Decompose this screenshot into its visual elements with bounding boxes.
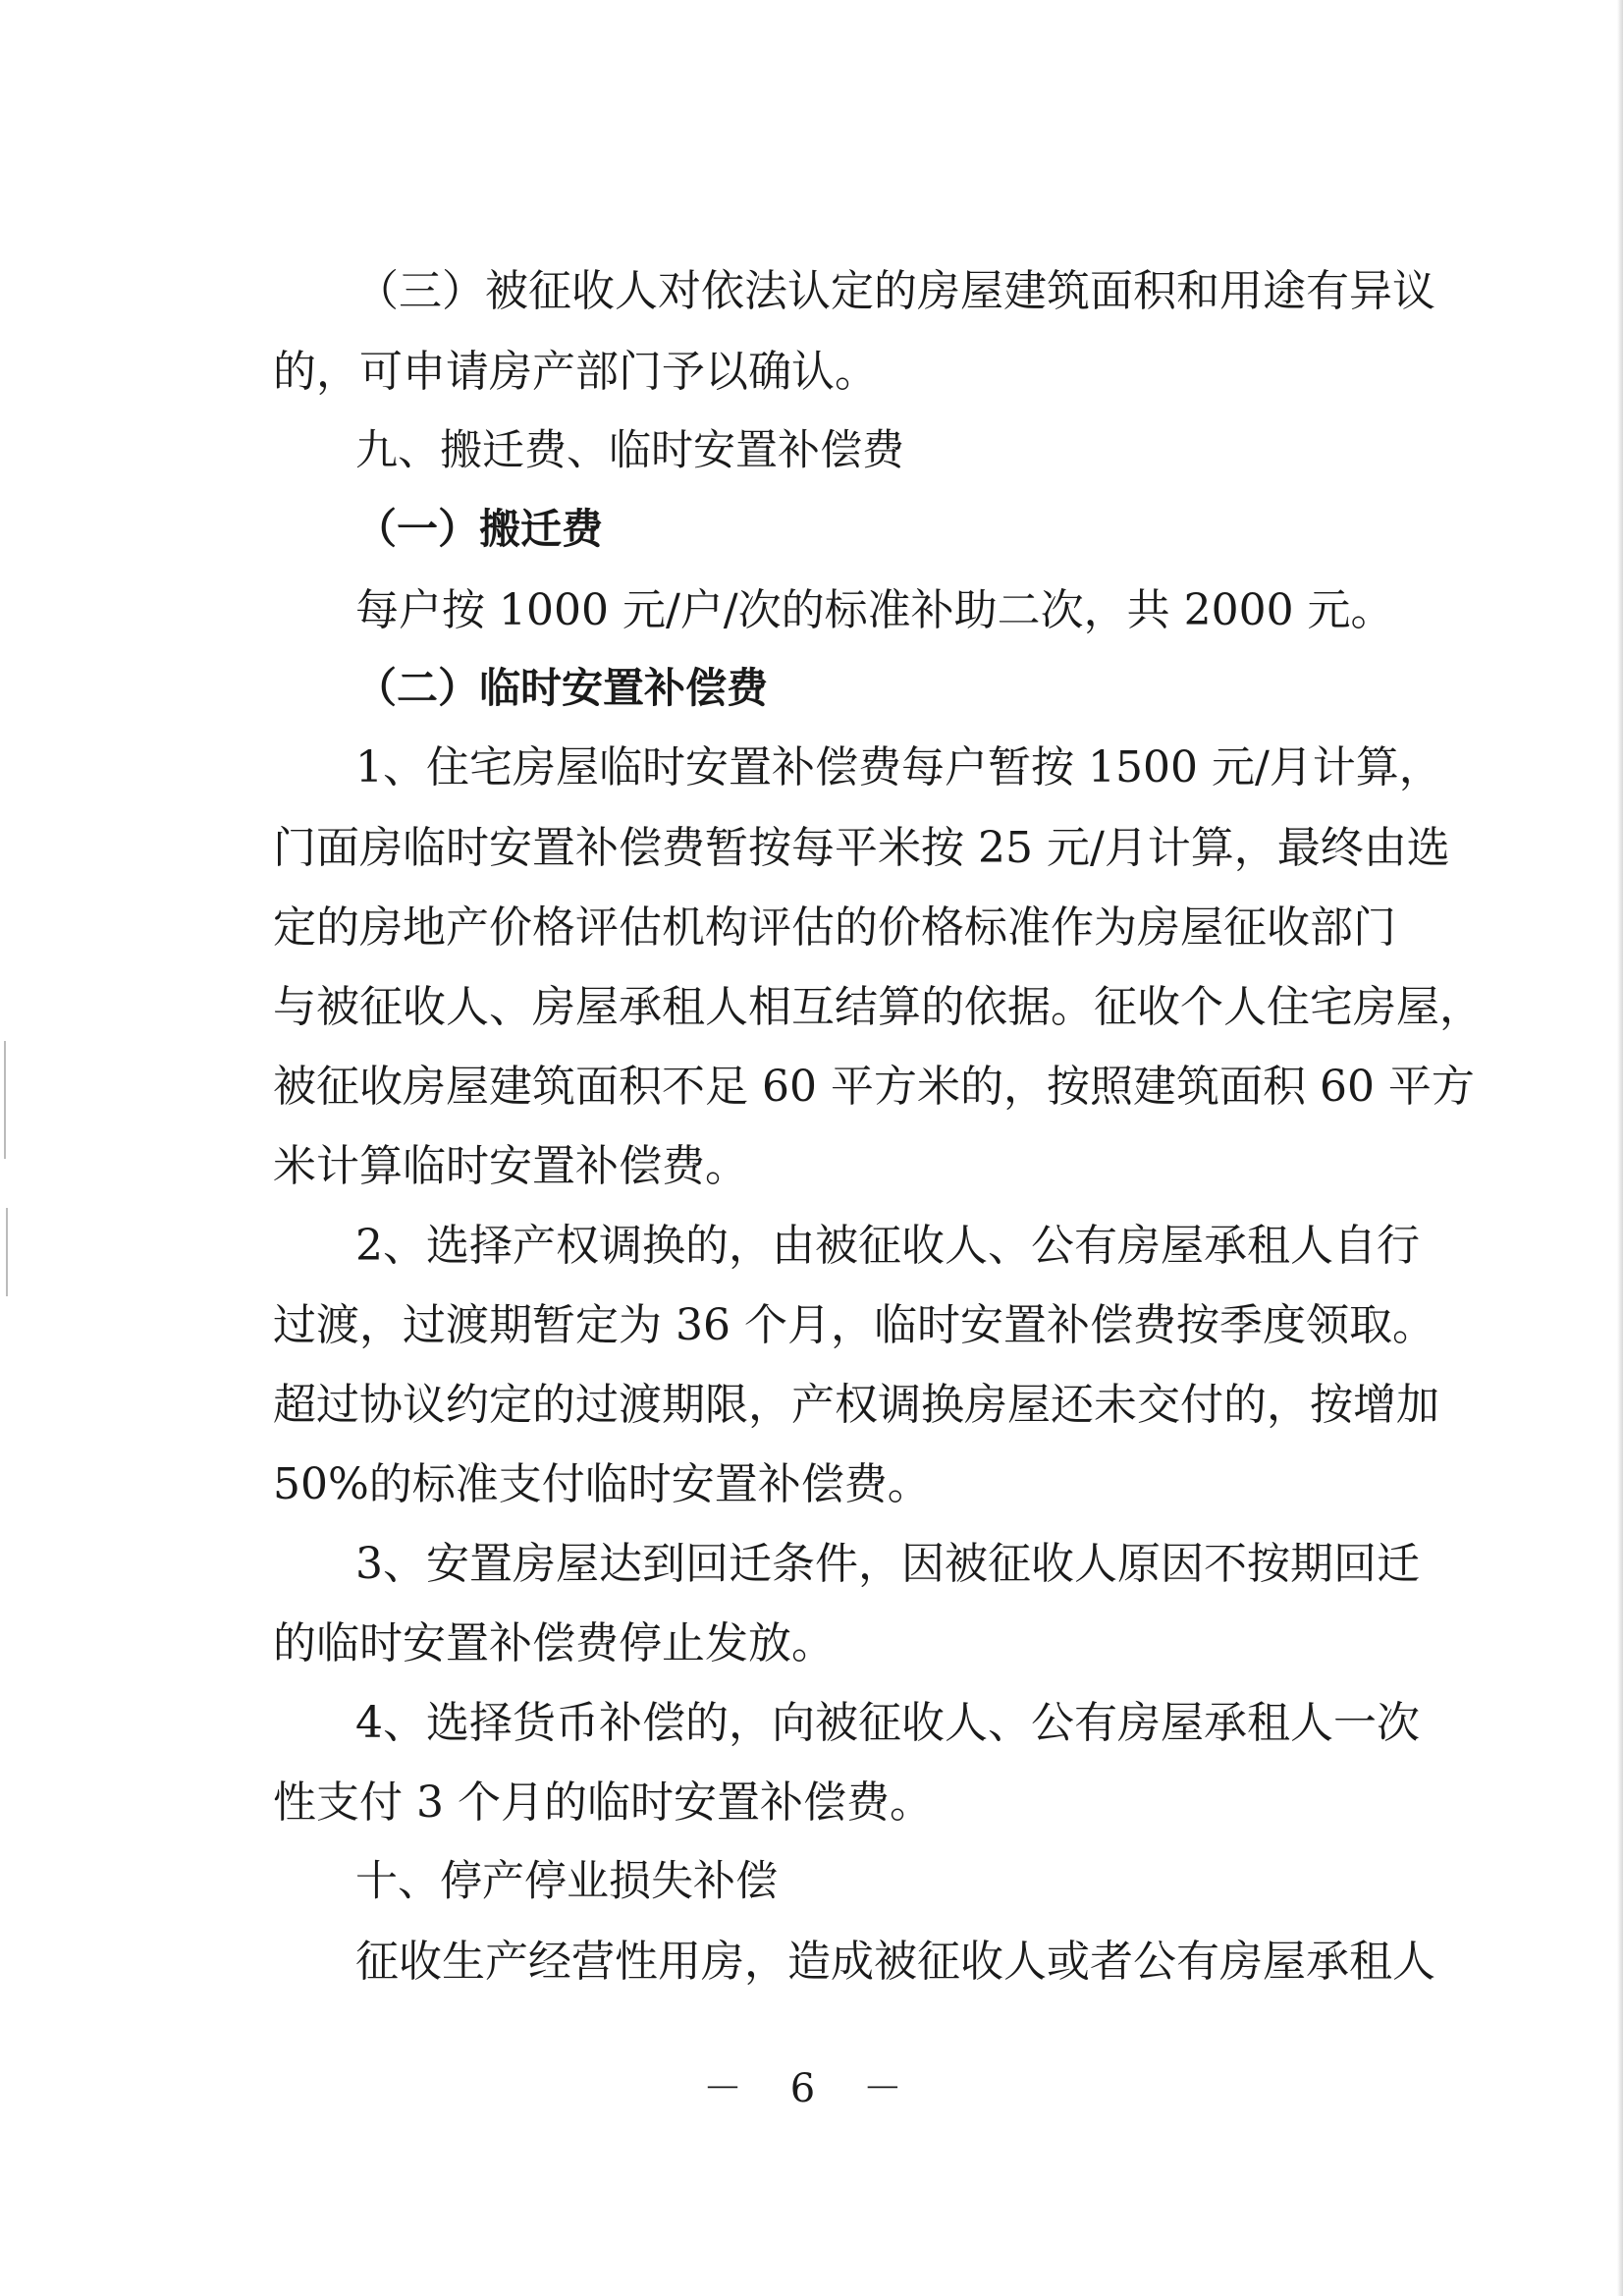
paragraph-line: 3、安置房屋达到回迁条件，因被征收人原因不按期回迁 <box>355 1539 1420 1589</box>
paragraph-line: 定的房地产价格评估机构评估的价格标准作为房屋征收部门 <box>273 902 1396 953</box>
paragraph-line: 过渡，过渡期暂定为 36 个月，临时安置补偿费按季度领取。 <box>273 1300 1435 1350</box>
paragraph-line: 的临时安置补偿费停止发放。 <box>273 1618 835 1668</box>
scan-edge-shadow <box>1617 0 1623 2296</box>
paragraph-line: 1、住宅房屋临时安置补偿费每户暂按 1500 元/月计算， <box>355 742 1442 793</box>
subsection-heading: （二）临时安置补偿费 <box>355 664 769 712</box>
paragraph-line: 米计算临时安置补偿费。 <box>273 1141 748 1191</box>
paragraph-line: 4、选择货币补偿的，向被征收人、公有房屋承租人一次 <box>355 1698 1420 1748</box>
paragraph-line: 每户按 1000 元/户/次的标准补助二次，共 2000 元。 <box>355 585 1394 635</box>
paragraph-line: 与被征收人、房屋承租人相互结算的依据。征收个人住宅房屋， <box>273 982 1483 1032</box>
paragraph-line: 超过协议约定的过渡期限，产权调换房屋还未交付的，按增加 <box>273 1380 1439 1430</box>
paragraph-line: 性支付 3 个月的临时安置补偿费。 <box>273 1777 933 1828</box>
paragraph-line: 50%的标准支付临时安置补偿费。 <box>273 1459 931 1509</box>
paragraph-line: 门面房临时安置补偿费暂按每平米按 25 元/月计算，最终由选 <box>273 823 1450 873</box>
scan-artifact <box>6 1208 8 1296</box>
paragraph-line: 的，可申请房产部门予以确认。 <box>273 347 878 397</box>
paragraph-line: 被征收房屋建筑面积不足 60 平方米的，按照建筑面积 60 平方 <box>273 1062 1475 1112</box>
paragraph-line: （三）被征收人对依法认定的房屋建筑面积和用途有异议 <box>355 266 1435 316</box>
section-heading: 十、停产停业损失补偿 <box>355 1857 778 1906</box>
paragraph-line: 征收生产经营性用房，造成被征收人或者公有房屋承租人 <box>355 1937 1435 1987</box>
page-number: － 6 － <box>703 2066 920 2111</box>
section-heading: 九、搬迁费、临时安置补偿费 <box>355 426 904 475</box>
subsection-heading: （一）搬迁费 <box>355 505 604 553</box>
paragraph-line: 2、选择产权调换的，由被征收人、公有房屋承租人自行 <box>355 1221 1420 1271</box>
scan-artifact <box>4 1041 6 1159</box>
